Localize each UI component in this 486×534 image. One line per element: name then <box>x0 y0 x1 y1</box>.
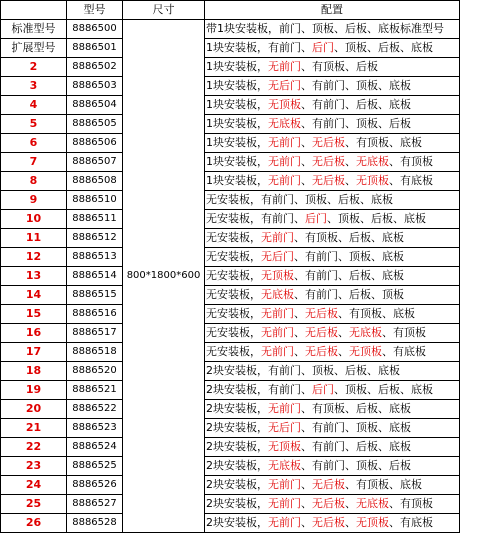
table-row <box>1 210 460 229</box>
config-text: 、 <box>294 307 305 320</box>
config-highlight: 无后门 <box>261 250 294 263</box>
config-text: 、顶板、后板、底板 <box>327 212 426 225</box>
config-highlight: 无顶板 <box>268 98 301 111</box>
config-text: 、有前门、顶板、后板 <box>301 459 411 472</box>
config-highlight: 无后板 <box>312 516 345 529</box>
row-label: 扩展型号 <box>1 39 67 58</box>
row-label: 8 <box>1 172 67 191</box>
config-highlight: 无顶板 <box>349 345 382 358</box>
config-highlight: 无底板 <box>261 288 294 301</box>
table-row <box>1 457 460 476</box>
config-cell <box>205 172 460 191</box>
config-text: 、 <box>338 326 349 339</box>
config-text: 、 <box>301 516 312 529</box>
model-code: 8886514 <box>67 267 123 286</box>
config-text: 、 <box>345 174 356 187</box>
config-text: 、 <box>301 155 312 168</box>
config-text: 、 <box>301 478 312 491</box>
model-code: 8886521 <box>67 381 123 400</box>
config-cell <box>205 39 460 58</box>
model-code: 8886513 <box>67 248 123 267</box>
table-row <box>1 191 460 210</box>
config-text: 无安装板， <box>206 288 261 301</box>
config-text: 、有顶板、后板 <box>301 60 378 73</box>
table-row <box>1 343 460 362</box>
config-text: 、有前门、后板、底板 <box>301 98 411 111</box>
table-row <box>1 248 460 267</box>
config-text: 、有顶板、底板 <box>345 478 422 491</box>
config-highlight: 无前门 <box>268 174 301 187</box>
table-row <box>1 495 460 514</box>
config-text: 、有前门、后板、顶板 <box>294 288 404 301</box>
config-text: 、有顶板、底板 <box>338 307 415 320</box>
row-label: 标准型号 <box>1 20 67 39</box>
config-highlight: 无后板 <box>305 326 338 339</box>
config-text: 1块安装板， <box>206 174 268 187</box>
config-text: 无安装板，有前门、 <box>206 212 305 225</box>
config-text: 、有前门、顶板、底板 <box>301 79 411 92</box>
config-text: 、 <box>294 326 305 339</box>
model-code: 8886512 <box>67 229 123 248</box>
config-cell <box>205 20 460 39</box>
model-code: 8886510 <box>67 191 123 210</box>
table-row <box>1 305 460 324</box>
row-label: 25 <box>1 495 67 514</box>
config-cell <box>205 210 460 229</box>
config-highlight: 无后门 <box>268 79 301 92</box>
table-row <box>1 153 460 172</box>
table-row <box>1 134 460 153</box>
config-text: 无安装板， <box>206 269 261 282</box>
config-cell <box>205 324 460 343</box>
model-code: 8886525 <box>67 457 123 476</box>
table-row <box>1 115 460 134</box>
row-label: 4 <box>1 96 67 115</box>
config-cell <box>205 343 460 362</box>
row-label: 21 <box>1 419 67 438</box>
table-row <box>1 286 460 305</box>
config-text: 2块安装板， <box>206 459 268 472</box>
config-highlight: 无后板 <box>305 345 338 358</box>
model-code: 8886516 <box>67 305 123 324</box>
config-highlight: 无后板 <box>312 497 345 510</box>
config-highlight: 无前门 <box>268 60 301 73</box>
config-highlight: 无前门 <box>268 155 301 168</box>
table-row <box>1 419 460 438</box>
config-text: 2块安装板， <box>206 516 268 529</box>
size-cell: 800*1800*600 <box>123 20 205 533</box>
config-highlight: 无前门 <box>268 478 301 491</box>
table-row <box>1 514 460 533</box>
config-text: 、 <box>345 497 356 510</box>
config-text: 1块安装板， <box>206 98 268 111</box>
config-text: 无安装板，有前门、顶板、后板、底板 <box>206 193 393 206</box>
config-highlight: 无后门 <box>268 421 301 434</box>
model-code: 8886502 <box>67 58 123 77</box>
config-cell <box>205 400 460 419</box>
config-text: 2块安装板， <box>206 402 268 415</box>
config-text: 、有前门、后板、底板 <box>294 269 404 282</box>
config-text: 、顶板、后板、底板 <box>334 383 433 396</box>
row-label: 23 <box>1 457 67 476</box>
model-code: 8886506 <box>67 134 123 153</box>
config-highlight: 无顶板 <box>261 269 294 282</box>
config-cell <box>205 229 460 248</box>
config-cell <box>205 438 460 457</box>
row-label: 7 <box>1 153 67 172</box>
config-cell <box>205 134 460 153</box>
config-text: 无安装板， <box>206 231 261 244</box>
model-code: 8886524 <box>67 438 123 457</box>
model-code: 8886528 <box>67 514 123 533</box>
model-code: 8886504 <box>67 96 123 115</box>
model-code: 8886507 <box>67 153 123 172</box>
config-cell <box>205 362 460 381</box>
config-text: 1块安装板， <box>206 60 268 73</box>
config-highlight: 无顶板 <box>356 174 389 187</box>
config-text: 、有顶板、后板、底板 <box>294 231 404 244</box>
config-text: 无安装板， <box>206 307 261 320</box>
header-model: 型号 <box>67 1 123 20</box>
config-text: 2块安装板， <box>206 440 268 453</box>
model-code: 8886523 <box>67 419 123 438</box>
config-cell <box>205 153 460 172</box>
config-cell <box>205 495 460 514</box>
row-label: 19 <box>1 381 67 400</box>
config-cell <box>205 419 460 438</box>
config-highlight: 后门 <box>305 212 327 225</box>
header-row <box>1 1 460 20</box>
config-text: 、有底板 <box>389 174 433 187</box>
config-text: 、有前门、顶板、底板 <box>294 250 404 263</box>
config-text: 1块安装板， <box>206 136 268 149</box>
config-highlight: 无底板 <box>356 497 389 510</box>
model-code: 8886508 <box>67 172 123 191</box>
table-row <box>1 77 460 96</box>
config-highlight: 无前门 <box>268 402 301 415</box>
row-label: 16 <box>1 324 67 343</box>
config-cell <box>205 77 460 96</box>
row-label: 24 <box>1 476 67 495</box>
config-cell <box>205 286 460 305</box>
config-highlight: 无前门 <box>268 136 301 149</box>
model-code: 8886527 <box>67 495 123 514</box>
row-label: 14 <box>1 286 67 305</box>
config-text: 、有底板 <box>382 345 426 358</box>
row-label: 9 <box>1 191 67 210</box>
table-row <box>1 324 460 343</box>
model-code: 8886505 <box>67 115 123 134</box>
row-label: 22 <box>1 438 67 457</box>
config-highlight: 无前门 <box>261 345 294 358</box>
config-text: 1块安装板，有前门、 <box>206 41 312 54</box>
config-cell <box>205 58 460 77</box>
config-cell <box>205 191 460 210</box>
config-text: 、有前门、顶板、后板 <box>301 117 411 130</box>
config-text: 2块安装板， <box>206 421 268 434</box>
row-label: 17 <box>1 343 67 362</box>
config-text: 1块安装板， <box>206 155 268 168</box>
config-text: 1块安装板， <box>206 117 268 130</box>
header-config: 配置 <box>205 1 460 20</box>
config-cell <box>205 305 460 324</box>
config-text: 无安装板， <box>206 345 261 358</box>
config-text: 、 <box>301 174 312 187</box>
config-highlight: 无前门 <box>268 497 301 510</box>
config-cell <box>205 248 460 267</box>
config-cell <box>205 115 460 134</box>
config-highlight: 无后板 <box>312 478 345 491</box>
config-highlight: 无底板 <box>356 155 389 168</box>
config-highlight: 无后板 <box>312 174 345 187</box>
config-highlight: 无前门 <box>261 231 294 244</box>
config-highlight: 后门 <box>312 41 334 54</box>
model-code: 8886520 <box>67 362 123 381</box>
row-label: 12 <box>1 248 67 267</box>
config-text: 、有顶板 <box>389 497 433 510</box>
model-code: 8886522 <box>67 400 123 419</box>
config-text: 、 <box>345 516 356 529</box>
table-row <box>1 362 460 381</box>
config-text: 2块安装板，有前门、顶板、后板、底板 <box>206 364 400 377</box>
config-text: 2块安装板，有前门、 <box>206 383 312 396</box>
config-highlight: 无底板 <box>349 326 382 339</box>
model-code: 8886515 <box>67 286 123 305</box>
header-size: 尺寸 <box>123 1 205 20</box>
model-code: 8886511 <box>67 210 123 229</box>
header-label <box>1 1 67 20</box>
config-highlight: 无后板 <box>305 307 338 320</box>
config-text: 、顶板、后板、底板 <box>334 41 433 54</box>
table-row <box>1 267 460 286</box>
row-label: 18 <box>1 362 67 381</box>
row-label: 20 <box>1 400 67 419</box>
config-highlight: 后门 <box>312 383 334 396</box>
model-code: 8886501 <box>67 39 123 58</box>
row-label: 10 <box>1 210 67 229</box>
table-row <box>1 229 460 248</box>
config-cell <box>205 267 460 286</box>
config-text: 无安装板， <box>206 326 261 339</box>
config-text: 、有前门、顶板、底板 <box>301 421 411 434</box>
config-cell <box>205 514 460 533</box>
table-row <box>1 172 460 191</box>
config-text: 、有底板 <box>389 516 433 529</box>
config-text: 带1块安装板，前门、顶板、后板、底板标准型号 <box>206 22 444 35</box>
row-label: 3 <box>1 77 67 96</box>
config-text: 、有顶板 <box>382 326 426 339</box>
model-code: 8886503 <box>67 77 123 96</box>
config-text: 、 <box>301 136 312 149</box>
row-label: 6 <box>1 134 67 153</box>
config-text: 无安装板， <box>206 250 261 263</box>
config-highlight: 无前门 <box>268 516 301 529</box>
config-text: 、有顶板、底板 <box>345 136 422 149</box>
table-row <box>1 476 460 495</box>
config-highlight: 无顶板 <box>268 440 301 453</box>
config-text: 1块安装板， <box>206 79 268 92</box>
config-highlight: 无前门 <box>261 326 294 339</box>
row-label: 15 <box>1 305 67 324</box>
config-text: 、 <box>301 497 312 510</box>
row-label: 5 <box>1 115 67 134</box>
table-row <box>1 400 460 419</box>
config-highlight: 无后板 <box>312 136 345 149</box>
config-cell <box>205 457 460 476</box>
config-text: 2块安装板， <box>206 478 268 491</box>
config-text: 、 <box>294 345 305 358</box>
model-code: 8886518 <box>67 343 123 362</box>
table-row <box>1 39 460 58</box>
config-highlight: 无顶板 <box>356 516 389 529</box>
config-text: 、有顶板 <box>389 155 433 168</box>
model-code: 8886517 <box>67 324 123 343</box>
config-text: 、有顶板、后板、底板 <box>301 402 411 415</box>
model-code: 8886526 <box>67 476 123 495</box>
config-cell <box>205 381 460 400</box>
table-row <box>1 438 460 457</box>
row-label: 2 <box>1 58 67 77</box>
config-text: 、 <box>338 345 349 358</box>
config-highlight: 无前门 <box>261 307 294 320</box>
config-highlight: 无底板 <box>268 117 301 130</box>
row-label: 11 <box>1 229 67 248</box>
config-text: 、有前门、后板、底板 <box>301 440 411 453</box>
config-cell <box>205 476 460 495</box>
table-row <box>1 58 460 77</box>
config-highlight: 无后板 <box>312 155 345 168</box>
table-row <box>1 381 460 400</box>
row-label: 13 <box>1 267 67 286</box>
table-row <box>1 96 460 115</box>
model-code: 8886500 <box>67 20 123 39</box>
table-row <box>1 20 460 39</box>
row-label: 26 <box>1 514 67 533</box>
config-text: 、 <box>345 155 356 168</box>
config-cell <box>205 96 460 115</box>
config-text: 2块安装板， <box>206 497 268 510</box>
config-highlight: 无底板 <box>268 459 301 472</box>
